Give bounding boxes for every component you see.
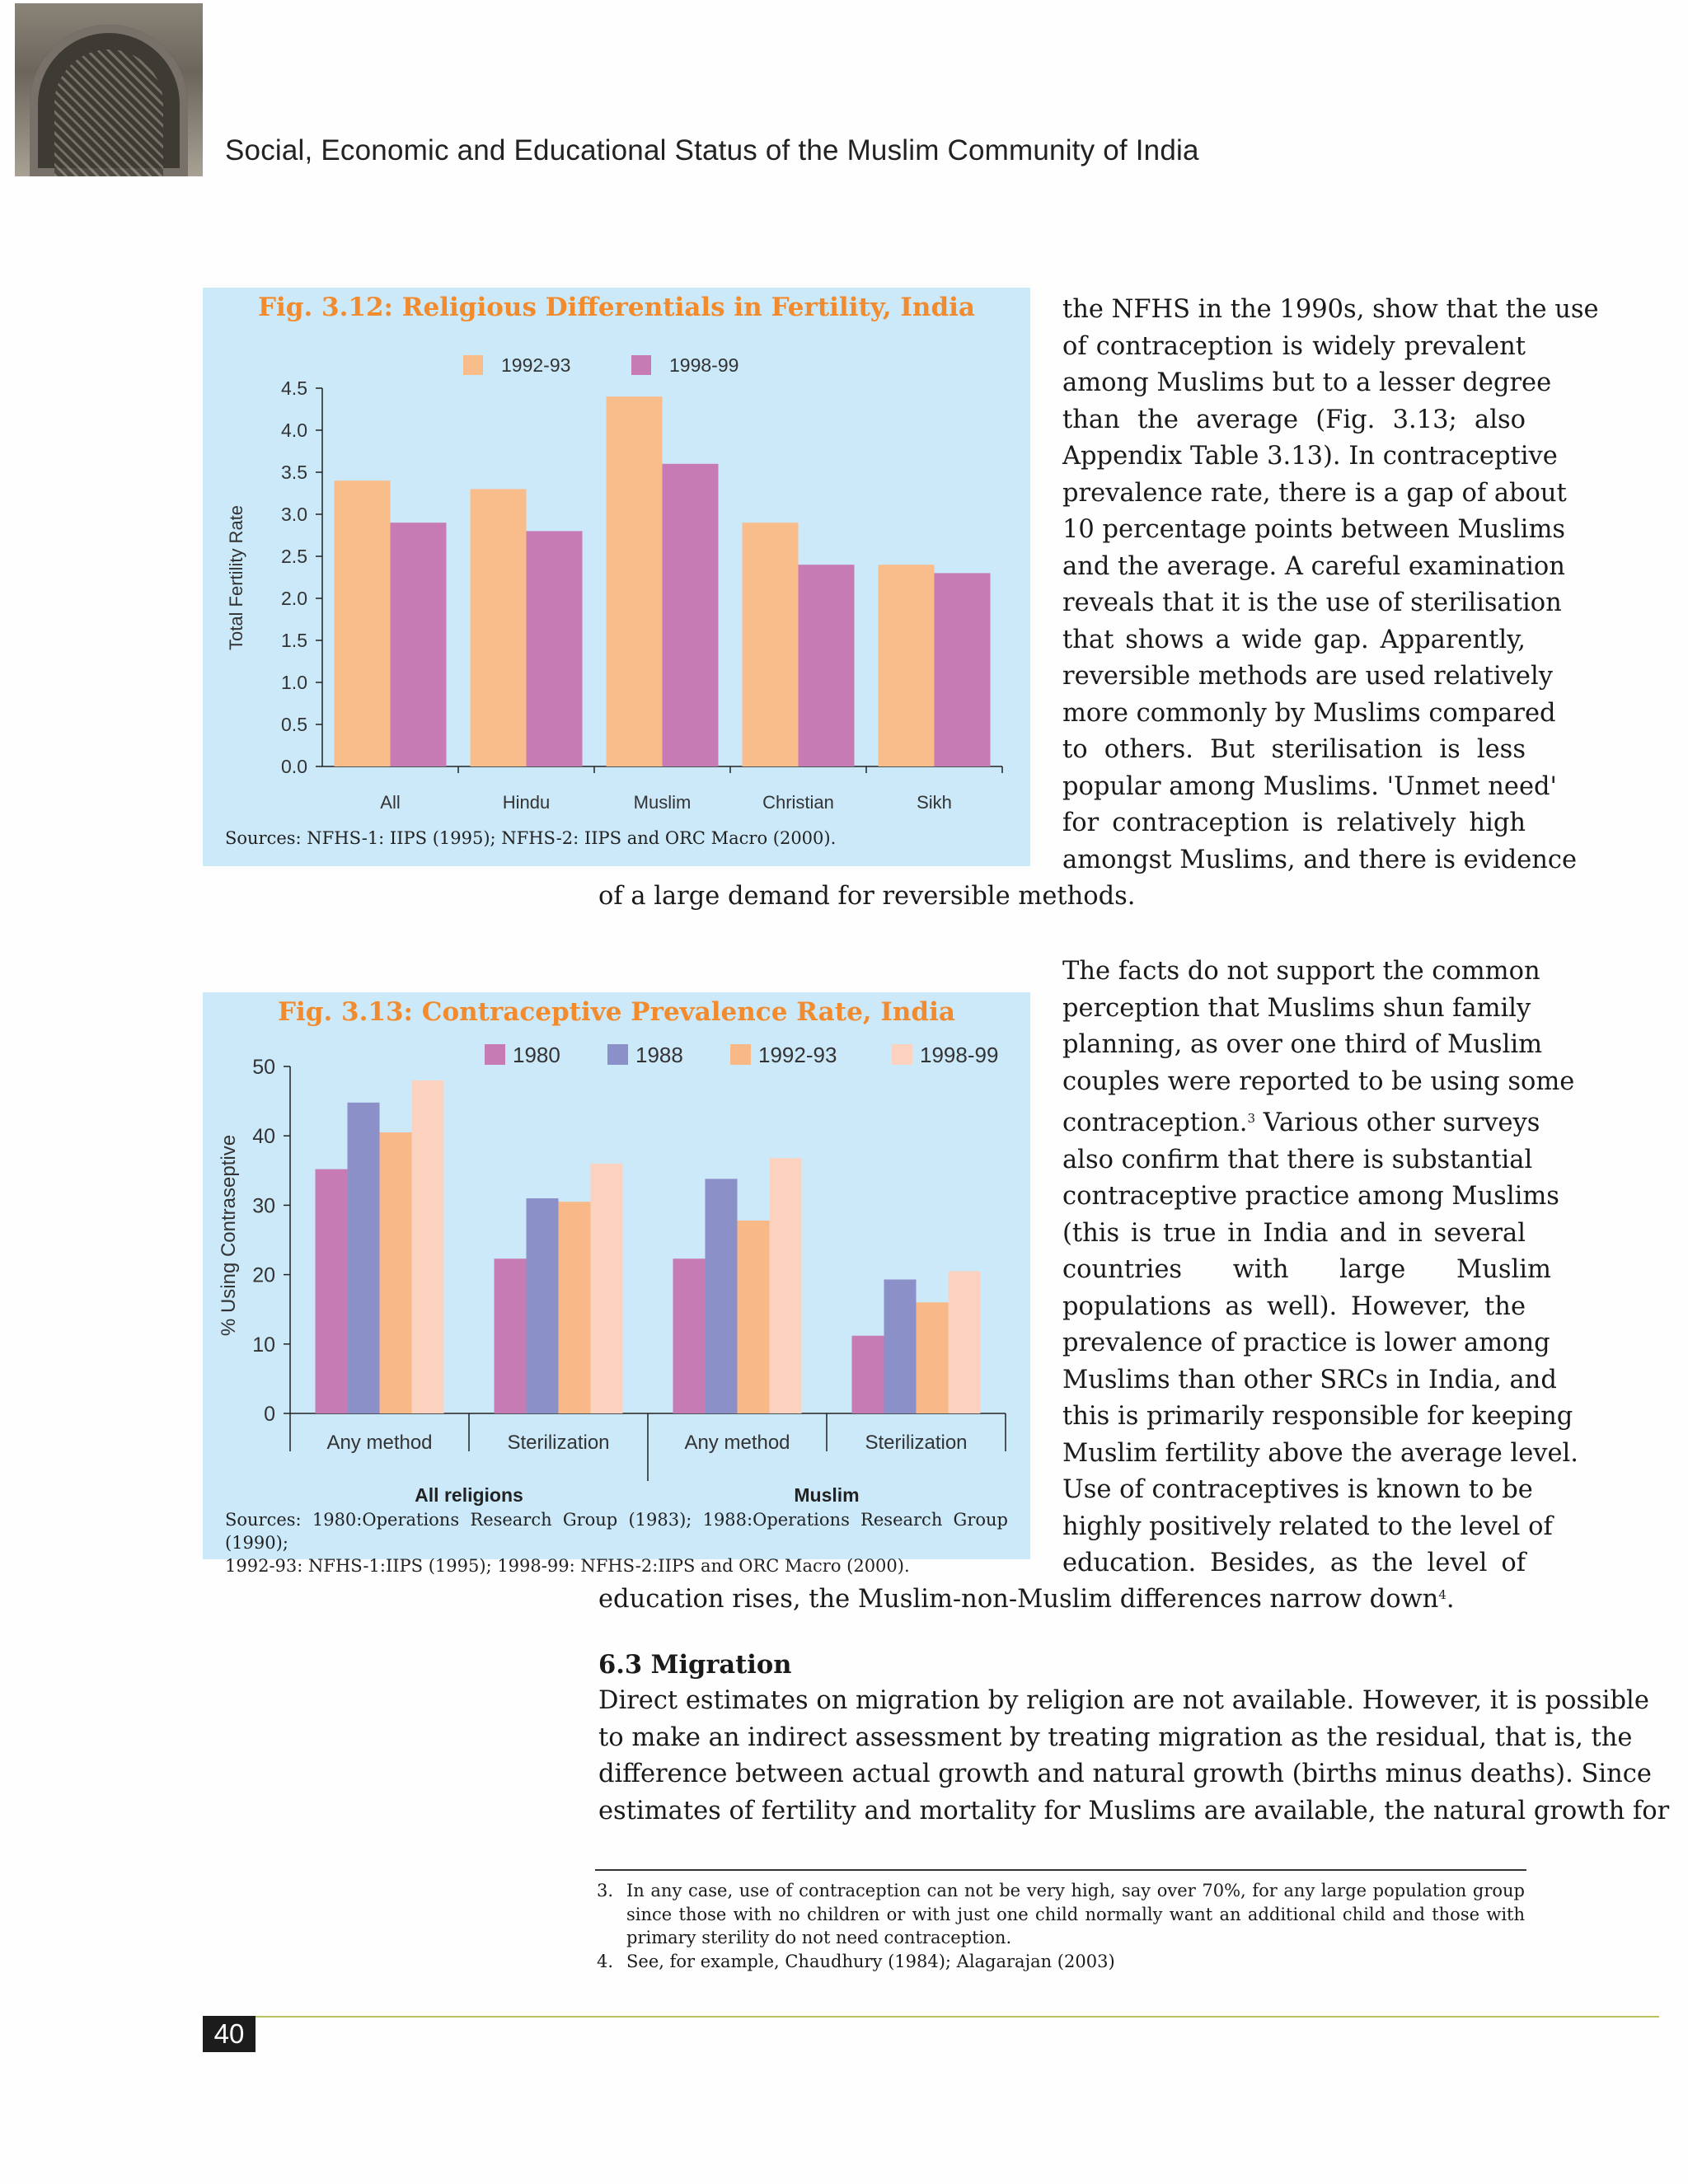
legend-swatch — [607, 1044, 628, 1065]
running-header-title: Social, Economic and Educational Status of the Muslim Community of India — [225, 134, 1199, 166]
text-line: amongst Muslims, and there is evidence — [1062, 845, 1578, 874]
bar-1980 — [495, 1258, 527, 1413]
footnote-number: 3. — [597, 1881, 614, 1900]
text-line: perception that Muslims shun family — [1062, 993, 1531, 1023]
bar-1988 — [706, 1179, 738, 1413]
source-line-1: Sources: 1980:Operations Research Group (1983); 1988:Operations Research Group (1990); — [225, 1510, 1008, 1553]
y-tick-label: 4.5 — [281, 377, 307, 399]
bar-1998-99 — [591, 1164, 623, 1413]
legend-swatch — [892, 1044, 912, 1065]
text-line: countries with large Muslim — [1062, 1255, 1551, 1284]
y-tick-label: 1.5 — [281, 630, 307, 651]
legend-label: 1988 — [635, 1043, 683, 1067]
x-tick-label: Hindu — [502, 792, 551, 813]
text-line: this is primarily responsible for keeping — [1062, 1402, 1573, 1431]
text-line: to others. But sterilisation is less — [1062, 735, 1526, 764]
x-tick-label: Any method — [684, 1432, 790, 1454]
y-tick-label: 3.5 — [281, 462, 307, 483]
text-line: Use of contraceptives is known to be — [1062, 1475, 1533, 1504]
y-tick-label: 2.5 — [281, 546, 307, 567]
source-line-2: 1992-93: NFHS-1:IIPS (1995); 1998-99: NFHS-2:IIPS and ORC Macro (2000). — [225, 1556, 910, 1576]
bar-1980 — [673, 1258, 706, 1413]
group-label: All religions — [415, 1484, 523, 1506]
y-tick-label: 20 — [252, 1263, 275, 1287]
y-tick-label: 40 — [252, 1125, 275, 1149]
x-tick-label: Muslim — [633, 792, 692, 813]
y-tick-label: 1.0 — [281, 672, 307, 693]
legend-swatch — [730, 1044, 751, 1065]
legend-swatch — [631, 355, 651, 375]
figure-3-12 — [203, 288, 1030, 866]
footnote — [597, 1879, 1525, 1950]
text-line: that shows a wide gap. Apparently, — [1062, 625, 1526, 654]
y-tick-label: 30 — [252, 1194, 275, 1218]
paragraph-last-line: of a large demand for reversible methods. — [598, 882, 1136, 911]
text-line: also confirm that there is substantial — [1062, 1145, 1533, 1174]
footnote-ref-4: 4 — [1438, 1587, 1447, 1602]
bar-1992-93 — [738, 1221, 770, 1413]
text-line: education. Besides, as the level of — [1062, 1549, 1526, 1577]
group-label: Muslim — [794, 1484, 860, 1506]
legend-swatch — [485, 1044, 505, 1065]
bar-1998-99 — [799, 565, 855, 766]
text-line: Appendix Table 3.13). In contraceptive — [1062, 442, 1558, 471]
legend-label: 1992-93 — [501, 354, 571, 376]
text-line: Muslim fertility above the average level. — [1062, 1438, 1578, 1468]
legend-swatch — [463, 355, 483, 375]
text-line: contraceptive practice among Muslims — [1062, 1182, 1559, 1211]
bar-1988 — [348, 1103, 380, 1413]
y-tick-label: 3.0 — [281, 504, 307, 525]
footnotes — [597, 1879, 1525, 1973]
bar-1992-93 — [380, 1132, 412, 1413]
header-decorative-image — [15, 3, 203, 176]
x-tick-label: All — [380, 792, 401, 813]
y-tick-label: 2.0 — [281, 588, 307, 609]
contraceptive-bar-chart — [203, 992, 1030, 1520]
figure-source: Sources: NFHS-1: IIPS (1995); NFHS-2: IIPS and ORC Macro (2000). — [225, 828, 837, 848]
paragraph-migration — [598, 1683, 1670, 1830]
bar-1998-99 — [412, 1080, 444, 1413]
text-line — [1062, 1100, 1540, 1142]
text-line: for contraception is relatively high — [1062, 808, 1526, 837]
text-line: The facts do not support the common — [1062, 957, 1540, 986]
footnote-text: In any case, use of contraception can not be very high, say over 70%, for any large population group since those with no children or with just one child normally want an additional child and those with primary sterility do not need contraception. — [626, 1881, 1525, 1947]
bar-1998-99 — [935, 573, 991, 766]
text-line: highly positively related to the level of — [1062, 1511, 1553, 1541]
fertility-bar-chart — [203, 288, 1030, 832]
bar-1980 — [852, 1336, 884, 1413]
text-line: to make an indirect assessment by treating migration as the residual, that is, the — [598, 1722, 1633, 1752]
y-axis-label: % Using Contraseptive — [218, 1134, 240, 1337]
text-line: populations as well). However, the — [1062, 1291, 1526, 1321]
legend-label: 1998-99 — [920, 1043, 999, 1067]
bar-1992-93 — [917, 1302, 949, 1413]
footnote-divider — [595, 1869, 1526, 1871]
bar-1998-99 — [391, 523, 447, 766]
page-number: 40 — [203, 2016, 256, 2052]
x-tick-label: Sterilization — [507, 1432, 610, 1454]
paragraph-contraception-use — [1062, 292, 1599, 879]
y-tick-label: 0.0 — [281, 756, 307, 777]
bar-1992-93 — [607, 396, 663, 766]
text-line: popular among Muslims. 'Unmet need' — [1062, 771, 1557, 801]
y-tick-label: 0.5 — [281, 714, 307, 735]
y-tick-label: 50 — [252, 1056, 275, 1079]
text-line: Direct estimates on migration by religion are not available. However, it is possible — [598, 1686, 1649, 1715]
x-tick-label: Sterilization — [865, 1432, 968, 1454]
x-tick-label: Any method — [326, 1432, 433, 1454]
text-line: 10 percentage points between Muslims — [1062, 515, 1566, 544]
legend-label: 1980 — [513, 1043, 560, 1067]
text-line: difference between actual growth and natural growth (births minus deaths). Since — [598, 1760, 1652, 1788]
bar-1992-93 — [743, 523, 799, 766]
text-line: reversible methods are used relatively — [1062, 662, 1553, 691]
figure-source — [225, 1508, 1008, 1577]
paragraph-family-planning — [1062, 954, 1578, 1582]
y-axis-label: Total Fertility Rate — [226, 504, 246, 651]
bar-1992-93 — [335, 480, 391, 766]
paragraph-last-line — [598, 1577, 1455, 1619]
bar-1988 — [527, 1198, 559, 1413]
text-line: prevalence of practice is lower among — [1062, 1329, 1550, 1357]
text-line: among Muslims but to a lesser degree — [1062, 368, 1552, 397]
y-tick-label: 0 — [264, 1403, 275, 1426]
text-fragment: contraception. — [1062, 1108, 1248, 1137]
footnote-ref-3: 3 — [1247, 1111, 1256, 1126]
footnote-number: 4. — [597, 1951, 614, 1971]
bar-1988 — [884, 1279, 917, 1413]
text-line: the NFHS in the 1990s, show that the use — [1062, 295, 1599, 324]
text-line: more commonly by Muslims compared — [1062, 698, 1556, 728]
bar-1980 — [316, 1169, 348, 1413]
bar-1998-99 — [527, 531, 583, 766]
bar-1992-93 — [559, 1202, 591, 1413]
text-line: Muslims than other SRCs in India, and — [1062, 1365, 1557, 1394]
legend-label: 1998-99 — [669, 354, 739, 376]
footnote — [597, 1950, 1525, 1974]
figure-title: Fig. 3.13: Contraceptive Prevalence Rate, India — [278, 997, 955, 1027]
text-line: than the average (Fig. 3.13; also — [1062, 405, 1526, 434]
bar-1998-99 — [949, 1271, 981, 1413]
y-tick-label: 4.0 — [281, 419, 307, 441]
text-fragment: education rises, the Muslim-non-Muslim differences narrow down — [598, 1585, 1439, 1614]
text-fragment: Various other surveys — [1255, 1108, 1540, 1137]
bar-1992-93 — [879, 565, 935, 766]
x-tick-label: Christian — [762, 792, 834, 813]
text-line: reveals that it is the use of sterilisation — [1062, 588, 1562, 617]
bar-1992-93 — [471, 489, 527, 766]
y-tick-label: 10 — [252, 1333, 275, 1357]
section-heading: 6.3 Migration — [598, 1650, 792, 1680]
text-fragment: . — [1446, 1585, 1455, 1614]
text-line: (this is true in India and in several — [1062, 1218, 1526, 1248]
legend-label: 1992-93 — [758, 1043, 837, 1067]
text-line: of contraception is widely prevalent — [1062, 331, 1526, 361]
text-line: couples were reported to be using some — [1062, 1066, 1575, 1096]
text-line: estimates of fertility and mortality for Muslims are available, the natural growth for — [598, 1796, 1670, 1825]
bar-1998-99 — [770, 1158, 802, 1413]
footnote-text: See, for example, Chaudhury (1984); Alagarajan (2003) — [626, 1951, 1115, 1971]
text-line: planning, as over one third of Muslim — [1062, 1030, 1543, 1059]
bar-1998-99 — [663, 464, 719, 766]
figure-title: Fig. 3.12: Religious Differentials in Fertility, India — [257, 293, 975, 322]
text-line: and the average. A careful examination — [1062, 551, 1565, 581]
text-line: prevalence rate, there is a gap of about — [1062, 478, 1567, 508]
footer-rule — [251, 2016, 1659, 2018]
figure-3-13 — [203, 992, 1030, 1576]
x-tick-label: Sikh — [917, 792, 952, 813]
